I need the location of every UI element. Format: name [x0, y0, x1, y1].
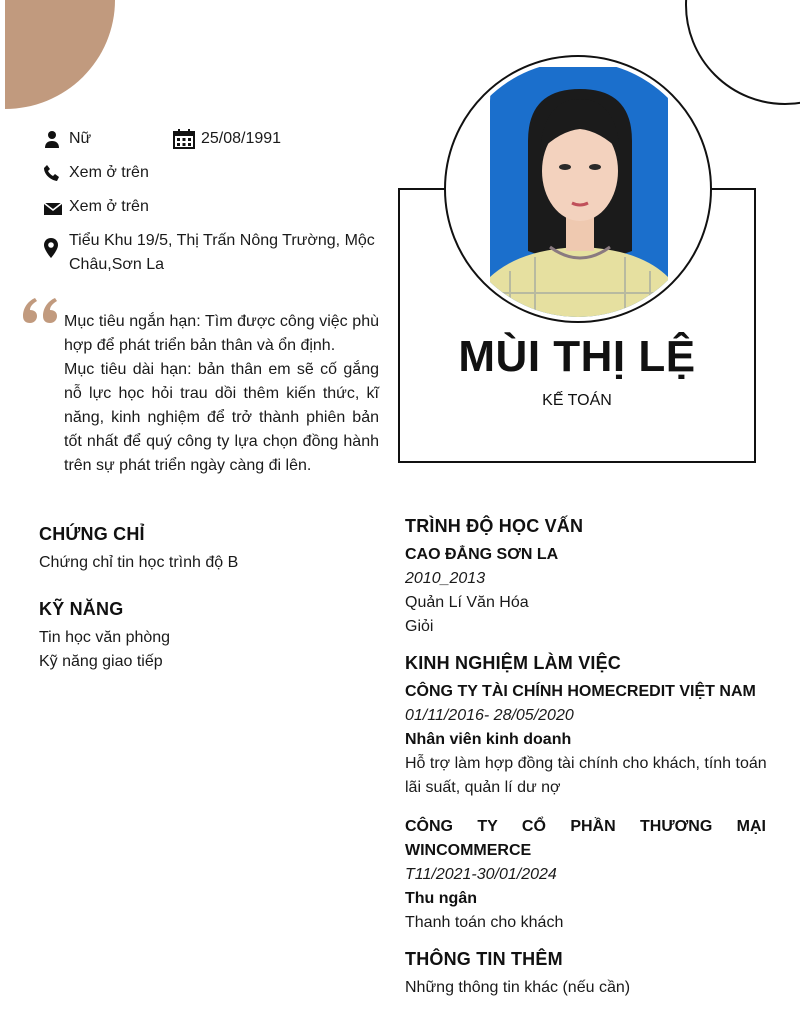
address-line-1: Tiểu Khu 19/5, Thị Trấn Nông Trường, Mộc [69, 232, 375, 249]
quote-icon [23, 298, 59, 329]
job-description: Thanh toán cho khách [405, 914, 564, 931]
skill-item: Kỹ năng giao tiếp [39, 653, 163, 670]
gender-row [43, 127, 91, 151]
education-school: CAO ĐẲNG SƠN LA [405, 546, 559, 563]
job-description: Hỗ trợ làm hợp đồng tài chính cho khách, tính toán lãi suất, quản lí dư nợ [405, 755, 767, 796]
profile-photo-frame [444, 55, 712, 323]
skill-item: Tin học văn phòng [39, 629, 171, 646]
gender-text: Nữ [69, 130, 92, 147]
job-position: Thu ngân [405, 890, 477, 907]
education-major: Quản Lí Văn Hóa [405, 594, 529, 611]
location-icon [43, 229, 69, 253]
education-grade: Giỏi [405, 618, 434, 635]
birthday-row [173, 127, 281, 151]
additional-text: Những thông tin khác (nếu cần) [405, 979, 631, 996]
address-row [43, 229, 379, 277]
job-company: CÔNG TY CỔ PHẦN THƯƠNG MẠI [405, 818, 766, 835]
objective-long-term: Mục tiêu dài hạn: bản thân em sẽ cố gắng nỗ lực học hỏi trau dồi thêm kiến thức, kĩ năng, kinh nghiệm để trở thành phiên bản tốt nhất để quý công ty lựa chọn đồng hành trên sự phát triển ngày càng đi lên. [64, 361, 379, 474]
decor-quarter-circle [5, 0, 115, 109]
certificate-item: Chứng chỉ tin học trình độ B [39, 554, 239, 571]
experience-heading: KINH NGHIỆM LÀM VIỆC [405, 653, 622, 673]
email-text: Xem ở trên [69, 198, 149, 215]
job-period: T11/2021-30/01/2024 [405, 866, 557, 883]
email-row [43, 195, 149, 219]
education-heading: TRÌNH ĐỘ HỌC VẤN [405, 516, 584, 536]
objective-short-term: Mục tiêu ngắn hạn: Tìm được công việc phù hợp để phát triển bản thân và ổn định. [64, 313, 379, 354]
person-icon [43, 127, 69, 151]
phone-icon [43, 161, 69, 185]
additional-heading: THÔNG TIN THÊM [405, 949, 563, 969]
decor-outline-circle [685, 0, 800, 105]
job-company-cont: WINCOMMERCE [405, 842, 532, 859]
job-title: KẾ TOÁN [542, 392, 612, 409]
candidate-name: MÙI THỊ LỆ [458, 332, 696, 381]
avatar [450, 61, 706, 317]
birthday-text: 25/08/1991 [201, 130, 282, 147]
calendar-icon [173, 127, 201, 151]
objective-block [64, 310, 379, 478]
job-period: 01/11/2016- 28/05/2020 [405, 707, 574, 724]
job-company: CÔNG TY TÀI CHÍNH HOMECREDIT VIỆT NAM [405, 683, 756, 700]
phone-text: Xem ở trên [69, 164, 149, 181]
address-line-2: Châu,Sơn La [69, 256, 164, 273]
job-position: Nhân viên kinh doanh [405, 731, 572, 748]
phone-row [43, 161, 149, 185]
skills-heading: KỸ NĂNG [39, 599, 124, 619]
education-period: 2010_2013 [405, 570, 486, 587]
certificates-heading: CHỨNG CHỈ [39, 524, 145, 544]
mail-icon [43, 195, 69, 219]
